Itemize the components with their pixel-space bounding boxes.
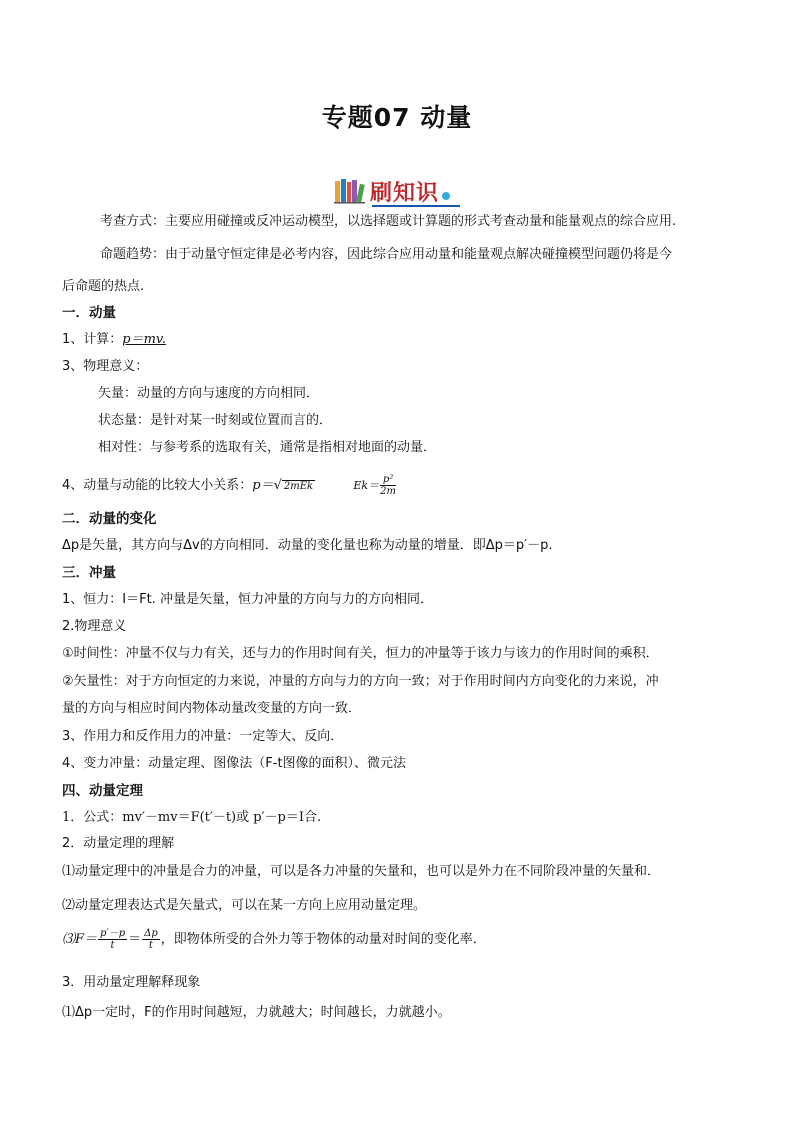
understanding-3 [62, 928, 486, 951]
momentum-calc [62, 332, 166, 348]
variable-force-impulse: 4、变力冲量：动量定理、图像法（F-t图像的面积）、微元法 [62, 756, 407, 771]
intro-trend-line2: 后命题的热点. [62, 279, 145, 294]
fraction-dp-t [98, 928, 127, 951]
calc-formula: p＝mv. [122, 332, 166, 347]
p-equals: p＝ [252, 478, 274, 493]
fraction-delta-p-t [142, 928, 160, 951]
numerator-2: Δp [144, 928, 158, 939]
section3-heading: 三．冲量 [62, 565, 116, 581]
page-title: 专题07 动量 [321, 103, 473, 132]
denominator-1: t [110, 940, 115, 951]
physical-meaning: 3、物理意义： [62, 359, 149, 374]
books-icon [334, 178, 366, 204]
section-banner [334, 176, 450, 206]
impulse-time: ①时间性：冲量不仅与力有关，还与力的作用时间有关，恒力的冲量等于该力与该力的作用时间的乘积． [62, 646, 659, 661]
calc-label: 1、计算： [62, 332, 123, 347]
relative-property: 相对性：与参考系的选取有关，通常是指相对地面的动量． [98, 440, 437, 455]
section1-heading: 一．动量 [62, 305, 116, 321]
section4-heading: 四、动量定理 [62, 783, 143, 799]
state-property: 状态量：是针对某一时刻或位置而言的． [98, 413, 333, 428]
understanding-1: ⑴动量定理中的冲量是合力的冲量，可以是各力冲量的矢量和，也可以是外力在不同阶段冲量的矢量和． [62, 864, 661, 879]
section2-heading: 二．动量的变化 [62, 511, 157, 527]
impulse-meaning: 2.物理意义 [62, 619, 127, 634]
denominator-2: t [148, 940, 153, 951]
constant-force-impulse: 1、恒力：I＝Ft. 冲量是矢量，恒力冲量的方向与力的方向相同． [62, 592, 433, 607]
banner-label: 刷知识 [370, 180, 440, 206]
ek-numerator: p² [380, 474, 396, 486]
ek-denominator: 2m [380, 486, 396, 497]
explain-1: ⑴Δp一定时，F的作用时间越短，力就越大；时间越长，力就越小。 [62, 1005, 451, 1020]
theorem-formula: 1．公式：mv′－mv＝F(t′－t)或 p′－p＝I合. [62, 810, 322, 825]
banner-dot [442, 192, 450, 200]
vector-property: 矢量：动量的方向与速度的方向相同． [98, 386, 320, 401]
relation-label: 4、动量与动能的比较大小关系： [62, 478, 253, 493]
equals-sign: ＝ [128, 932, 142, 947]
understanding-3-text: ，即物体所受的合外力等于物体的动量对时间的变化率． [160, 932, 486, 947]
understanding-2: ⑵动量定理表达式是矢量式，可以在某一方向上应用动量定理。 [62, 898, 427, 913]
explain-phenomena: 3．用动量定理解释现象 [62, 975, 201, 990]
momentum-change-text: Δp是矢量，其方向与Δv的方向相同．动量的变化量也称为动量的增量．即Δp＝p′－p. [62, 538, 553, 553]
impulse-vector-line2: 量的方向与相应时间内物体动量改变量的方向一致． [62, 701, 362, 716]
ek-fraction [380, 474, 396, 497]
numerator-1: p′－p [100, 928, 126, 939]
impulse-vector-line1: ②矢量性：对于方向恒定的力来说，冲量的方向与力的方向一致；对于作用时间内方向变化的力来说，冲 [62, 674, 659, 689]
action-reaction-impulse: 3、作用力和反作用力的冲量：一定等大、反向． [62, 729, 344, 744]
sqrt-2mek: 2mEk [283, 481, 314, 492]
f-equals: ⑶F＝ [62, 932, 98, 947]
momentum-energy-relation: 4、动量与动能的比较大小关系：p＝√ 2mEk Ek＝ $\frac{\text{p²}}{2m}$ [62, 474, 396, 497]
ek-equals: Ek＝ [353, 479, 380, 492]
banner-underline [372, 205, 460, 207]
theorem-understanding: 2．动量定理的理解 [62, 836, 175, 851]
intro-exam-style: 考查方式：主要应用碰撞或反冲运动模型，以选择题或计算题的形式考查动量和能量观点的综合应用. [100, 214, 677, 229]
intro-trend-line1: 命题趋势：由于动量守恒定律是必考内容，因此综合应用动量和能量观点解决碰撞模型问题仍将是今 [100, 247, 673, 262]
